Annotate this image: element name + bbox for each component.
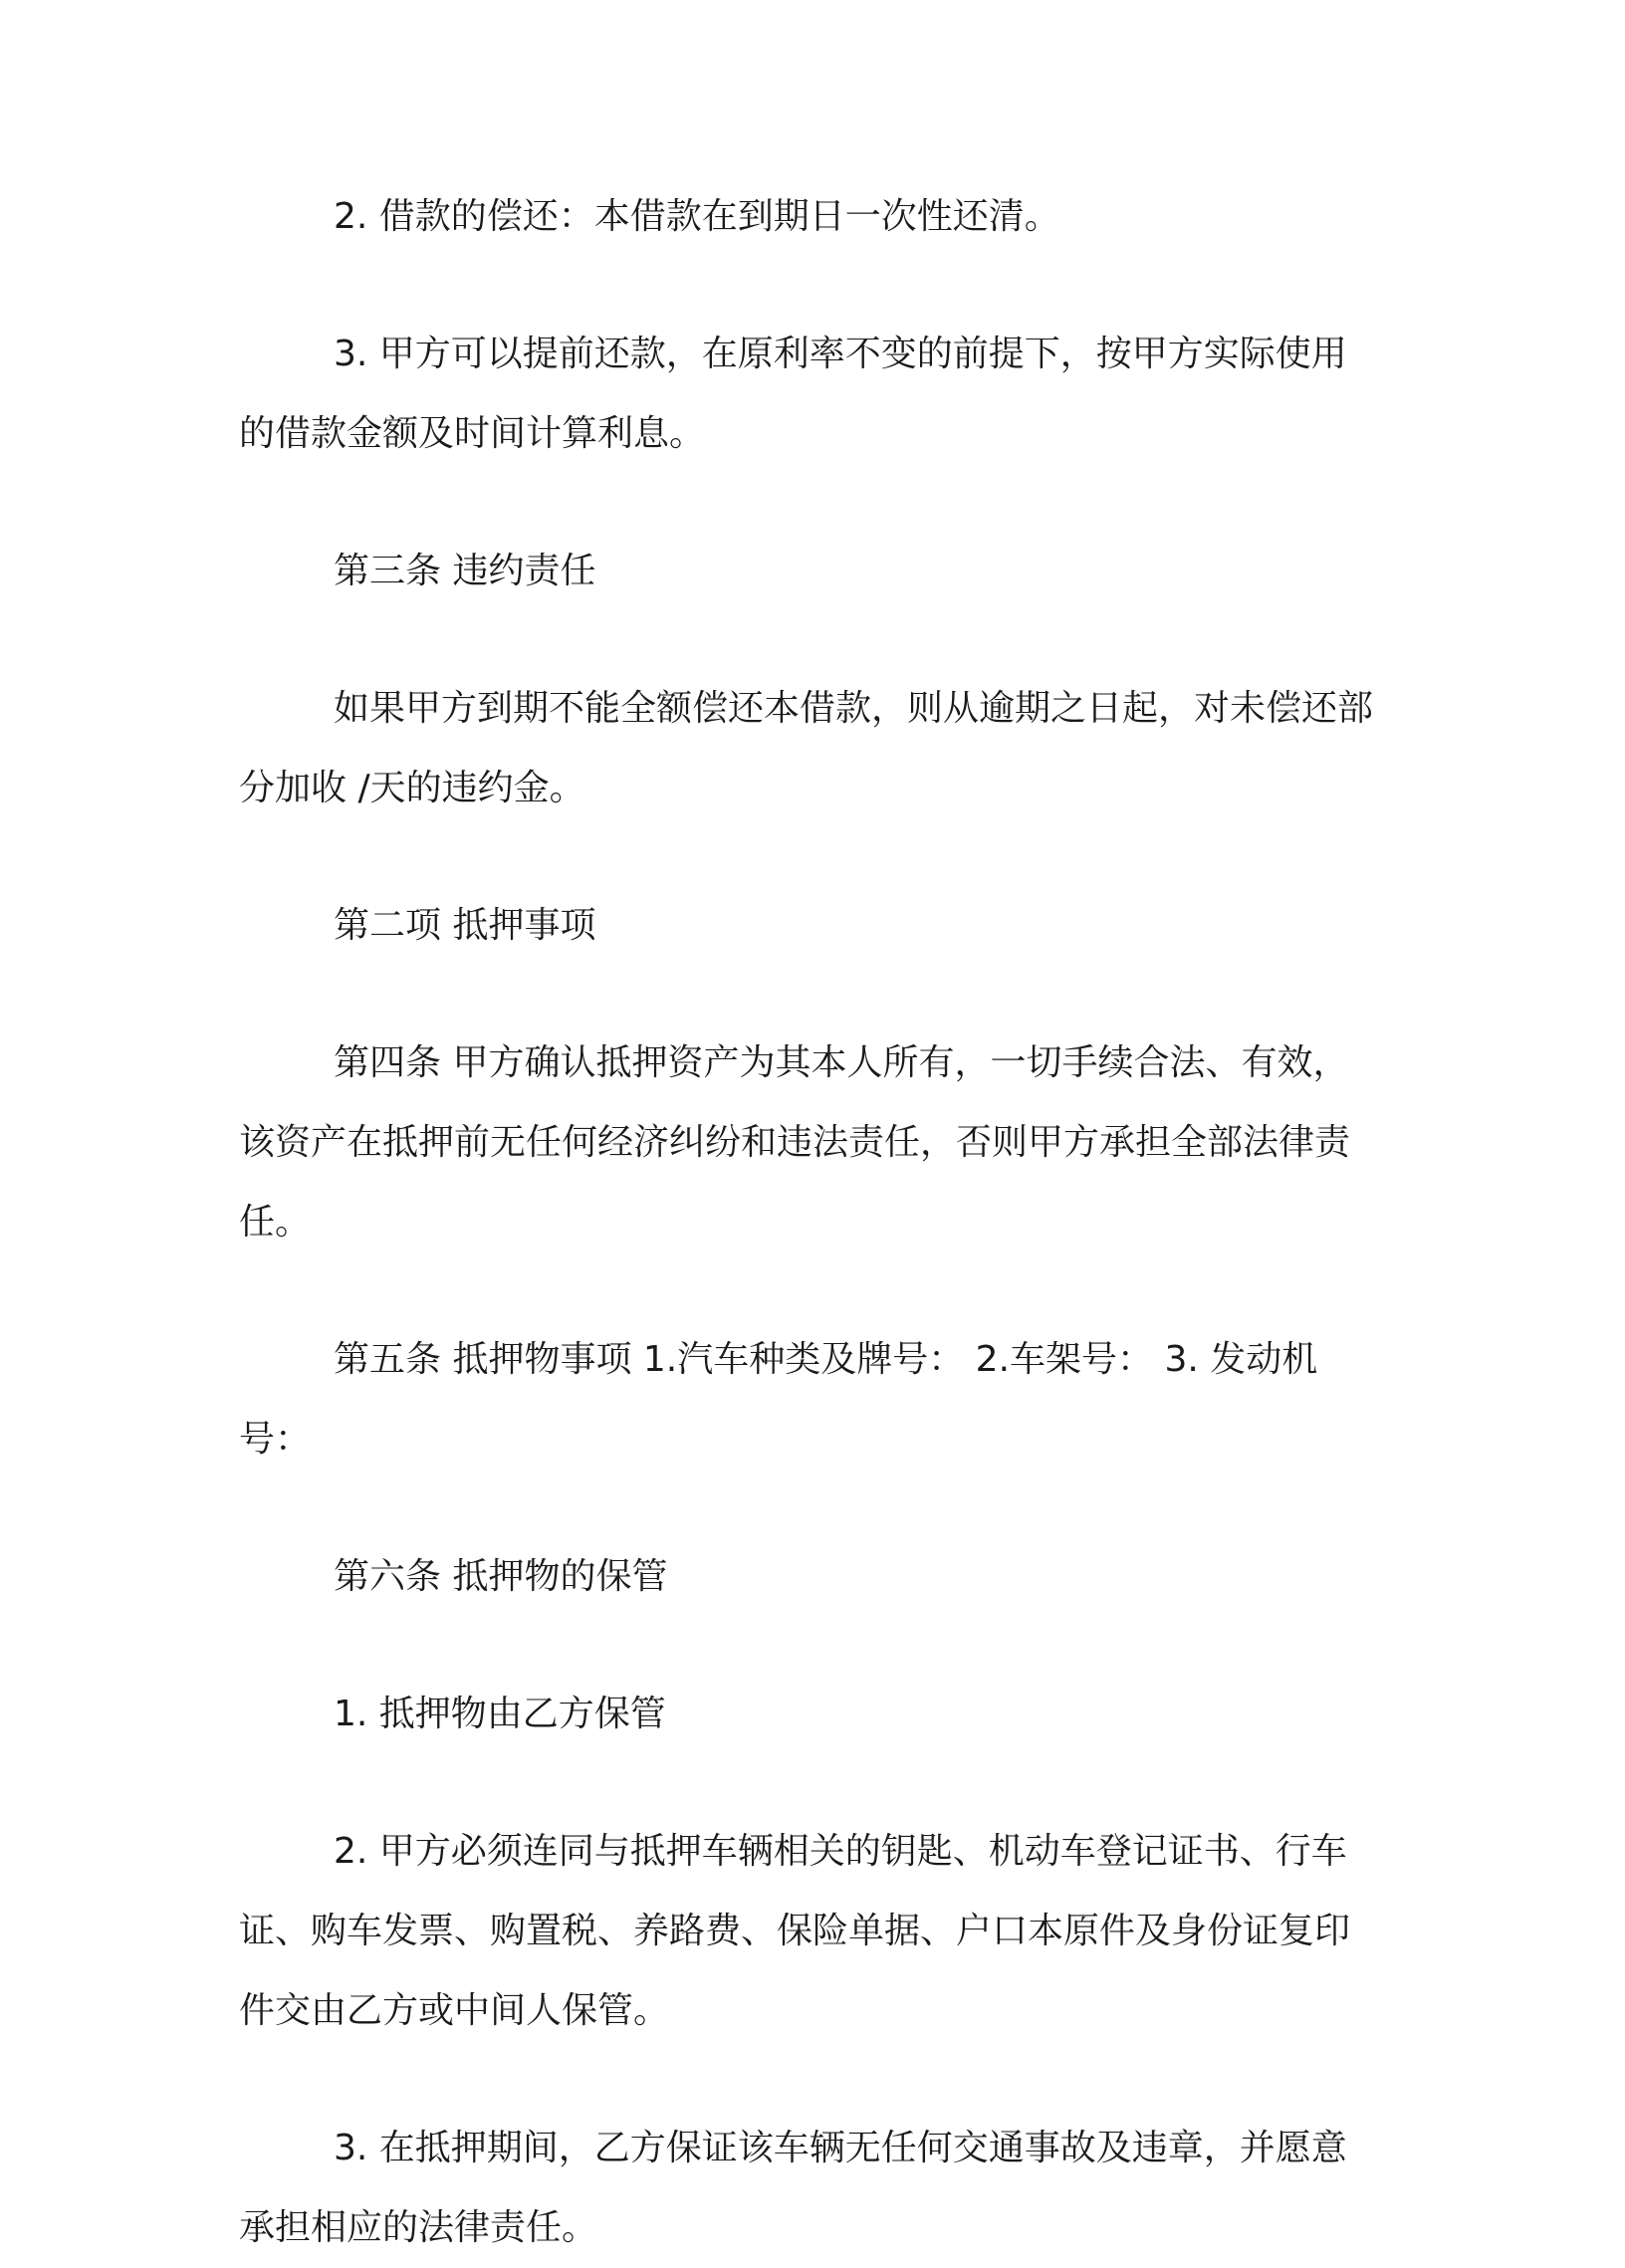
heading-section-2: 第二项 抵押事项	[334, 905, 596, 946]
paragraph-repayment: 2. 借款的偿还：本借款在到期日一次性还清。	[334, 196, 1060, 237]
paragraph-custody-2: 2. 甲方必须连同与抵押车辆相关的钥匙、机动车登记证书、行车证、购车发票、购置税、养路费、保险单据、户口本原件及身份证复印件交由乙方或中间人保管。	[239, 1831, 1351, 2031]
paragraph-penalty: 如果甲方到期不能全额偿还本借款，则从逾期之日起，对未偿还部分加收 /天的违约金。	[239, 688, 1374, 808]
paragraph-early-repayment: 3. 甲方可以提前还款，在原利率不变的前提下，按甲方实际使用的借款金额及时间计算利息。	[239, 334, 1347, 454]
heading-article-3: 第三条 违约责任	[334, 551, 596, 591]
paragraph-custody-1: 1. 抵押物由乙方保管	[334, 1694, 666, 1734]
paragraph-custody-3: 3. 在抵押期间，乙方保证该车辆无任何交通事故及违章，并愿意承担相应的法律责任。	[239, 2128, 1347, 2248]
paragraph-article-4: 第四条 甲方确认抵押资产为其本人所有，一切手续合法、有效，该资产在抵押前无任何经济纠纷和违法责任，否则甲方承担全部法律责任。	[239, 1042, 1351, 1243]
document-body	[239, 177, 1374, 2268]
paragraph-article-5: 第五条 抵押物事项 1.汽车种类及牌号： 2.车架号： 3. 发动机号：	[239, 1339, 1318, 1460]
heading-article-6: 第六条 抵押物的保管	[334, 1556, 668, 1597]
